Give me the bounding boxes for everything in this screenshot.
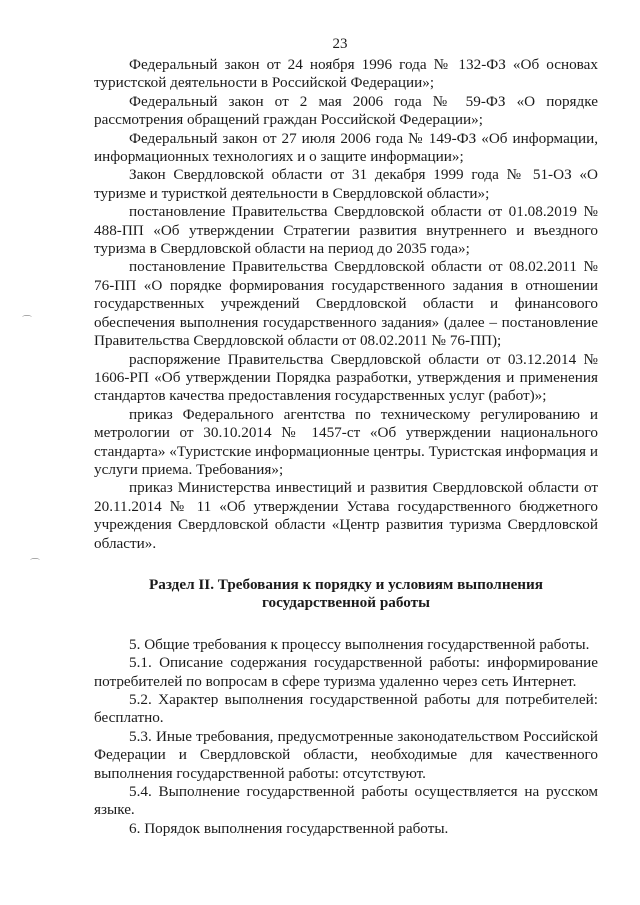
scan-mark-lower: ⌒ (30, 559, 40, 570)
requirement-item: 5.4. Выполнение государственной работы осуществляется на русском языке. (94, 783, 598, 819)
legal-basis-item: Федеральный закон от 24 ноября 1996 года № 132-ФЗ «Об основах туристской деятельности в Российской Федерации»; (94, 56, 598, 92)
requirement-item: 5.3. Иные требования, предусмотренные законодательством Российской Федерации и Свердловской области, необходимые для качественного выполнения государственной работы: отсутствуют. (94, 727, 598, 782)
requirement-item: 5.1. Описание содержания государственной работы: информирование потребителей по вопросам в сфере туризма удаленно через сеть Интернет. (94, 654, 598, 690)
requirement-item: 5.2. Характер выполнения государственной работы для потребителей: бесплатно. (94, 691, 598, 727)
legal-basis-item: Федеральный закон от 27 июля 2006 года № 149-ФЗ «Об информации, информационных технологиях и о защите информации»; (94, 129, 598, 166)
section-heading: Раздел II. Требования к порядку и условиям выполнения государственной работы (148, 575, 544, 612)
legal-basis-item: Федеральный закон от 2 мая 2006 года № 59-ФЗ «О порядке рассмотрения обращений граждан Российской Федерации»; (94, 92, 598, 129)
requirement-item: 6. Порядок выполнения государственной работы. (129, 819, 449, 837)
legal-basis-item: постановление Правительства Свердловской области от 01.08.2019 № 488-ПП «Об утверждении Стратегии развития внутреннего и въездного туризма в Свердловской области на период до 2035 года»; (94, 203, 598, 258)
scan-mark-upper: ⌒ (22, 316, 32, 327)
legal-basis-item: Закон Свердловской области от 31 декабря 1999 года № 51-ОЗ «О туризме и туристкой деятельности в Свердловской области»; (94, 166, 598, 202)
page-number: 23 (332, 36, 348, 52)
requirements-list (94, 636, 598, 838)
legal-basis-item: постановление Правительства Свердловской области от 08.02.2011 № 76-ПП «О порядке формирования государственного задания в отношении государственных учреждений Свердловской области и финансового обеспечения выполнения государственного задания» (далее – постановление Правительства Свердловской области от 08.02.2011 № 76-ПП); (94, 258, 598, 350)
requirement-item: 5. Общие требования к процессу выполнения государственной работы. (129, 635, 590, 653)
legal-basis-item: приказ Федерального агентства по техническому регулированию и метрологии от 30.10.2014 № 1457-ст «Об утверждении национального стандарта» «Туристские информационные центры. Туристская информация и услуги приема. Требования»; (94, 405, 598, 478)
legal-basis-item: приказ Министерства инвестиций и развития Свердловской области от 20.11.2014 № 11 «Об утверждении Устава государственного бюджетного учреждения Свердловской области «Центр развития туризма Свердловской области». (94, 479, 598, 552)
legal-basis-item: распоряжение Правительства Свердловской области от 03.12.2014 № 1606-РП «Об утверждении Порядка разработки, утверждения и применения стандартов качества предоставления государственных услуг (работ)»; (94, 350, 598, 405)
legal-bases-list (94, 56, 598, 553)
document-body (94, 56, 598, 838)
